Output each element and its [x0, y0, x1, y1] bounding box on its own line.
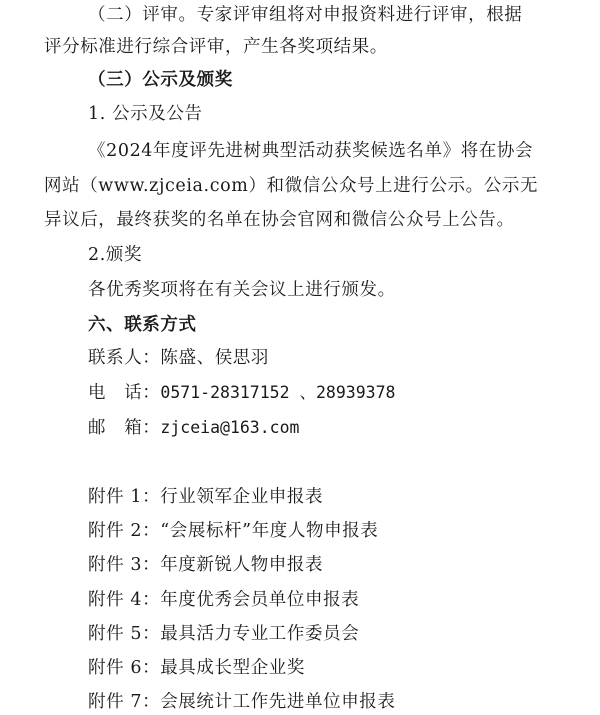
review-paragraph-line-1: （二）评审。专家评审组将对申报资料进行评审，根据 [88, 5, 523, 25]
attachment-item-3 [88, 553, 323, 577]
contact-email-row [88, 416, 299, 440]
contact-person-label: 联系人： [88, 348, 161, 368]
contact-phone-value: 0571-28317152 、28939378 [160, 383, 396, 402]
attachment-item-1 [88, 485, 323, 509]
attachment-label: 附件 5： [88, 624, 161, 644]
publicity-subheading-2: 2.颁奖 [88, 245, 143, 265]
attachment-item-4 [88, 588, 359, 612]
attachment-label: 附件 2： [88, 521, 161, 541]
contact-email-value: zjceia@163.com [160, 418, 300, 437]
publicity-paragraph-line-1: 《2024年度评先进树典型活动获奖候选名单》将在协会 [88, 141, 534, 161]
contact-phone-label: 电 话： [88, 383, 161, 403]
publicity-paragraph-line-2: 网站（www.zjceia.com）和微信公众号上进行公示。公示无 [44, 176, 539, 196]
attachment-label: 附件 6： [88, 658, 161, 678]
contact-email-label: 邮 箱： [88, 418, 161, 438]
attachment-title: 最具活力专业工作委员会 [160, 624, 360, 644]
attachment-label: 附件 3： [88, 555, 161, 575]
review-paragraph-line-2: 评分标准进行综合评审，产生各奖项结果。 [44, 37, 388, 57]
attachment-label: 附件 4： [88, 590, 161, 610]
attachment-title: 最具成长型企业奖 [160, 658, 306, 678]
contact-phone-row [88, 381, 395, 405]
attachment-item-2 [88, 519, 378, 543]
contact-person-row [88, 346, 269, 370]
publicity-paragraph-line-3: 异议后，最终获奖的名单在协会官网和微信公众号上公告。 [44, 210, 515, 230]
attachment-title: 年度新锐人物申报表 [160, 555, 324, 575]
attachment-title: 年度优秀会员单位申报表 [160, 590, 360, 610]
attachment-label: 附件 1： [88, 487, 161, 507]
award-paragraph: 各优秀奖项将在有关会议上进行颁发。 [88, 280, 396, 300]
contact-person-value: 陈盛、侯思羽 [160, 348, 270, 368]
attachment-item-6 [88, 656, 305, 680]
attachment-label: 附件 7： [88, 692, 161, 712]
publicity-heading: （三）公示及颁奖 [88, 70, 233, 90]
publicity-subheading-1: 1. 公示及公告 [88, 104, 203, 124]
attachment-title: 会展统计工作先进单位申报表 [160, 692, 396, 712]
attachment-title: “会展标杆”年度人物申报表 [160, 521, 379, 541]
contact-heading: 六、联系方式 [88, 315, 197, 335]
attachment-item-5 [88, 622, 359, 646]
attachment-item-7 [88, 690, 396, 714]
attachment-title: 行业领军企业申报表 [160, 487, 324, 507]
